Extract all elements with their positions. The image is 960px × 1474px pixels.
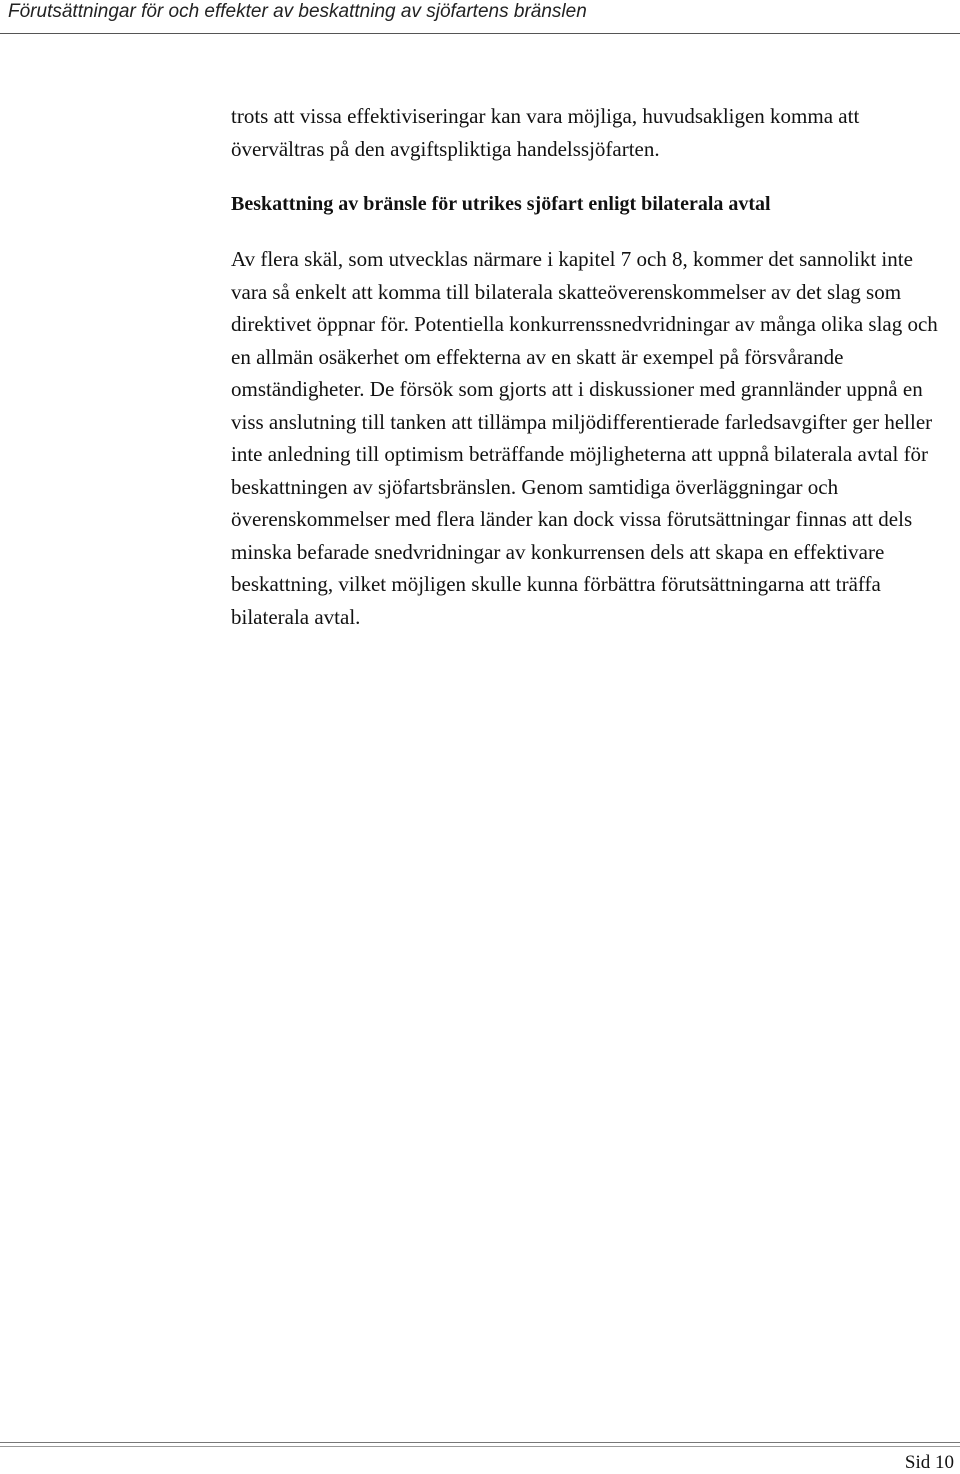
section-heading: Beskattning av bränsle för utrikes sjöfart enligt bilaterala avtal: [231, 193, 771, 215]
running-header-title: Förutsättningar för och effekter av beskattning av sjöfartens bränslen: [8, 1, 587, 22]
footer-divider-bottom: [0, 1446, 960, 1447]
paragraph-main: Av flera skäl, som utvecklas närmare i kapitel 7 och 8, kommer det sannolikt inte vara så enkelt att komma till bilaterala skatteöverenskommelser av det slag som direktivet öppnar för. Potentiella konkurrenssnedvridningar av många olika slag och en allmän osäkerhet om effekterna av en skatt är exempel på försvårande omständigheter. De försök som gjorts att i diskussioner med grannländer uppnå en viss anslutning till tanken att tillämpa miljödifferentierade farledsavgifter ger heller inte anledning till optimism beträffande möjligheterna att uppnå bilaterala avtal för beskattningen av sjöfartsbränslen. Genom samtidiga överläggningar och överenskommelser med flera länder kan dock vissa förutsättningar finnas att dels minska befarade snedvridningar av konkurrensen dels att skapa en effektivare beskattning, vilket möjligen skulle kunna förbättra förutsättningarna att träffa bilaterala avtal.: [231, 247, 938, 629]
page-number: Sid 10: [904, 1452, 954, 1473]
footer-divider-top: [0, 1442, 960, 1443]
paragraph-intro: trots att vissa effektiviseringar kan vara möjliga, huvudsakligen komma att övervältras på den avgiftspliktiga handelssjöfarten.: [231, 104, 860, 161]
header-divider: [0, 33, 960, 34]
